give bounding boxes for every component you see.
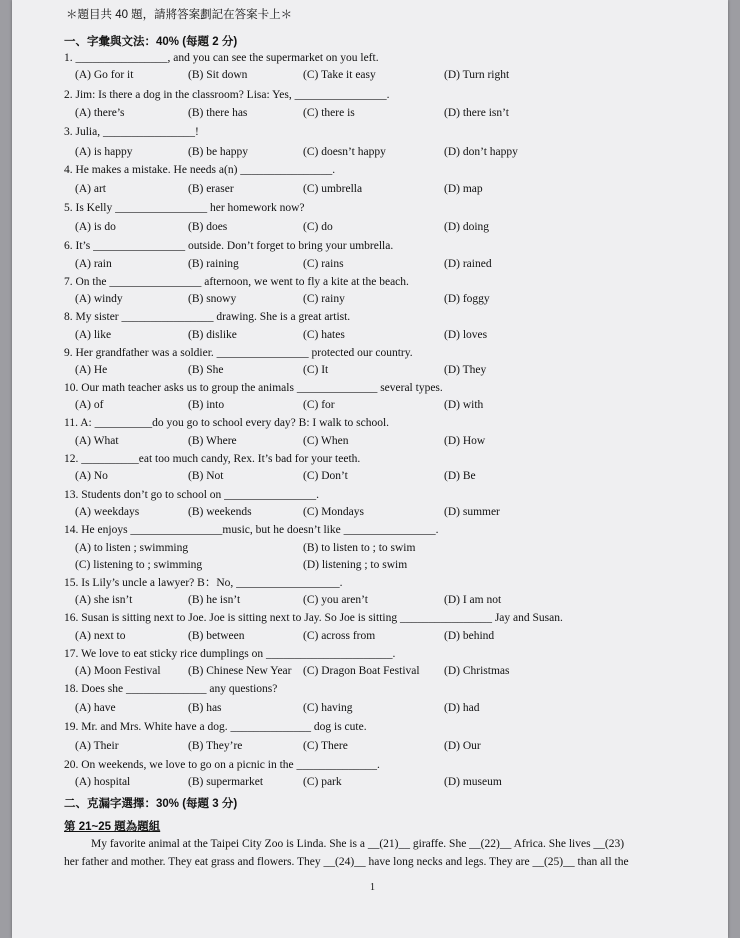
answer-option: (C) there is bbox=[303, 107, 355, 119]
answer-option: (D) summer bbox=[444, 506, 500, 518]
answer-option: (A) He bbox=[75, 364, 108, 376]
answer-option: (B) Where bbox=[188, 435, 237, 447]
question-text: 5. Is Kelly ________________ her homework now? bbox=[64, 202, 305, 214]
answer-option: (A) is do bbox=[75, 221, 116, 233]
question-text: 8. My sister ________________ drawing. She is a great artist. bbox=[64, 311, 351, 323]
answer-option: (C) you aren’t bbox=[303, 594, 368, 606]
passage-line: My favorite animal at the Taipei City Zoo is Linda. She is a __(21)__ giraffe. She __(22)__ Africa. She lives __(23) bbox=[91, 838, 625, 850]
answer-option: (C) Mondays bbox=[303, 506, 365, 518]
question-text: 1. ________________, and you can see the supermarket on you left. bbox=[64, 52, 379, 64]
answer-option: (A) What bbox=[75, 435, 119, 447]
answer-option: (D) had bbox=[444, 702, 480, 714]
question-text: 19. Mr. and Mrs. White have a dog. ______________ dog is cute. bbox=[64, 721, 367, 733]
answer-option: (D) foggy bbox=[444, 293, 490, 305]
answer-option: (D) Christmas bbox=[444, 665, 510, 677]
group-label: 第 21~25 題為題組 bbox=[64, 821, 161, 833]
answer-option: (A) have bbox=[75, 702, 116, 714]
answer-option: (A) weekdays bbox=[75, 506, 140, 518]
answer-option: (C) umbrella bbox=[303, 183, 363, 195]
question-text: 13. Students don’t go to school on ________________. bbox=[64, 489, 320, 501]
answer-option: (D) rained bbox=[444, 258, 492, 270]
answer-option: (B) They’re bbox=[188, 740, 243, 752]
question-text: 14. He enjoys ________________music, but he doesn’t like ________________. bbox=[64, 524, 439, 536]
answer-option: (D) Turn right bbox=[444, 69, 510, 81]
answer-option: (A) Go for it bbox=[75, 69, 134, 81]
answer-option: (A) of bbox=[75, 399, 104, 411]
answer-option: (B) supermarket bbox=[188, 776, 264, 788]
question-text: 10. Our math teacher asks us to group the animals ______________ several types. bbox=[64, 382, 443, 394]
question-text: 3. Julia, ________________! bbox=[64, 126, 199, 138]
answer-option: (C) Take it easy bbox=[303, 69, 376, 81]
answer-option: (C) Don’t bbox=[303, 470, 348, 482]
answer-option: (D) listening ; to swim bbox=[303, 559, 408, 571]
answer-option: (C) It bbox=[303, 364, 329, 376]
question-text: 6. It’s ________________ outside. Don’t forget to bring your umbrella. bbox=[64, 240, 394, 252]
answer-option: (B) has bbox=[188, 702, 222, 714]
answer-option: (A) there’s bbox=[75, 107, 125, 119]
answer-option: (D) loves bbox=[444, 329, 488, 341]
answer-option: (D) They bbox=[444, 364, 487, 376]
answer-option: (B) Sit down bbox=[188, 69, 248, 81]
page-number: 1 bbox=[370, 882, 375, 893]
question-text: 17. We love to eat sticky rice dumplings on ______________________. bbox=[64, 648, 396, 660]
question-text: 4. He makes a mistake. He needs a(n) ________________. bbox=[64, 164, 336, 176]
question-text: 7. On the ________________ afternoon, we went to fly a kite at the beach. bbox=[64, 276, 409, 288]
question-text: 12. __________eat too much candy, Rex. It’s bad for your teeth. bbox=[64, 453, 361, 465]
passage-line: her father and mother. They eat grass and flowers. They __(24)__ have long necks and legs. They are __(25)__ than all the bbox=[64, 856, 629, 868]
exam-page bbox=[12, 0, 728, 938]
answer-option: (D) Be bbox=[444, 470, 476, 482]
answer-option: (A) hospital bbox=[75, 776, 131, 788]
answer-option: (D) I am not bbox=[444, 594, 502, 606]
question-text: 20. On weekends, we love to go on a picnic in the ______________. bbox=[64, 759, 380, 771]
answer-option: (B) into bbox=[188, 399, 225, 411]
answer-option: (B) dislike bbox=[188, 329, 237, 341]
question-text: 9. Her grandfather was a soldier. ________________ protected our country. bbox=[64, 347, 413, 359]
answer-option: (C) When bbox=[303, 435, 349, 447]
answer-option: (A) Their bbox=[75, 740, 119, 752]
answer-option: (B) does bbox=[188, 221, 228, 233]
answer-option: (D) museum bbox=[444, 776, 502, 788]
answer-option: (B) raining bbox=[188, 258, 239, 270]
answer-option: (B) he isn’t bbox=[188, 594, 241, 606]
answer-option: (D) doing bbox=[444, 221, 490, 233]
answer-option: (B) there has bbox=[188, 107, 248, 119]
answer-option: (C) having bbox=[303, 702, 353, 714]
answer-option: (A) like bbox=[75, 329, 112, 341]
answer-option: (C) There bbox=[303, 740, 348, 752]
answer-option: (C) for bbox=[303, 399, 335, 411]
answer-option: (C) rainy bbox=[303, 293, 345, 305]
answer-option: (A) next to bbox=[75, 630, 126, 642]
answer-option: (A) Moon Festival bbox=[75, 665, 161, 677]
answer-option: (D) there isn’t bbox=[444, 107, 509, 119]
question-text: 16. Susan is sitting next to Joe. Joe is sitting next to Jay. So Joe is sitting ________________ Jay and Susan. bbox=[64, 612, 563, 624]
question-text: 2. Jim: Is there a dog in the classroom? Lisa: Yes, ________________. bbox=[64, 89, 390, 101]
question-text: 18. Does she ______________ any questions? bbox=[64, 683, 278, 695]
answer-option: (A) windy bbox=[75, 293, 123, 305]
answer-option: (B) Chinese New Year bbox=[188, 665, 292, 677]
answer-option: (A) No bbox=[75, 470, 108, 482]
answer-option: (D) Our bbox=[444, 740, 481, 752]
question-text: 15. Is Lily’s uncle a lawyer? B：No, __________________. bbox=[64, 577, 343, 589]
answer-option: (A) art bbox=[75, 183, 106, 195]
section1-title: 一、字彙與文法：40% (每題 2 分) bbox=[64, 36, 238, 48]
answer-option: (D) behind bbox=[444, 630, 495, 642]
answer-option: (B) be happy bbox=[188, 146, 249, 158]
answer-option: (D) don’t happy bbox=[444, 146, 518, 158]
answer-option: (B) weekends bbox=[188, 506, 252, 518]
answer-option: (C) Dragon Boat Festival bbox=[303, 665, 420, 677]
section2-title: 二、克漏字選擇：30% (每題 3 分) bbox=[64, 798, 238, 810]
answer-option: (B) snowy bbox=[188, 293, 237, 305]
answer-option: (C) do bbox=[303, 221, 333, 233]
answer-option: (D) with bbox=[444, 399, 484, 411]
answer-option: (A) she isn’t bbox=[75, 594, 133, 606]
answer-option: (C) listening to ; swimming bbox=[75, 559, 203, 571]
answer-option: (C) park bbox=[303, 776, 342, 788]
question-text: 11. A: __________do you go to school every day? B: I walk to school. bbox=[64, 417, 390, 429]
answer-option: (B) between bbox=[188, 630, 245, 642]
answer-option: (B) eraser bbox=[188, 183, 234, 195]
answer-option: (B) She bbox=[188, 364, 224, 376]
answer-option: (B) Not bbox=[188, 470, 224, 482]
answer-option: (A) is happy bbox=[75, 146, 133, 158]
header-note: ＊題目共 40 題，請將答案劃記在答案卡上＊ bbox=[66, 9, 293, 21]
answer-option: (D) How bbox=[444, 435, 486, 447]
answer-option: (C) doesn’t happy bbox=[303, 146, 386, 158]
answer-option: (D) map bbox=[444, 183, 483, 195]
answer-option: (C) across from bbox=[303, 630, 376, 642]
answer-option: (C) rains bbox=[303, 258, 344, 270]
answer-option: (B) to listen to ; to swim bbox=[303, 542, 416, 554]
answer-option: (C) hates bbox=[303, 329, 345, 341]
answer-option: (A) rain bbox=[75, 258, 112, 270]
answer-option: (A) to listen ; swimming bbox=[75, 542, 189, 554]
